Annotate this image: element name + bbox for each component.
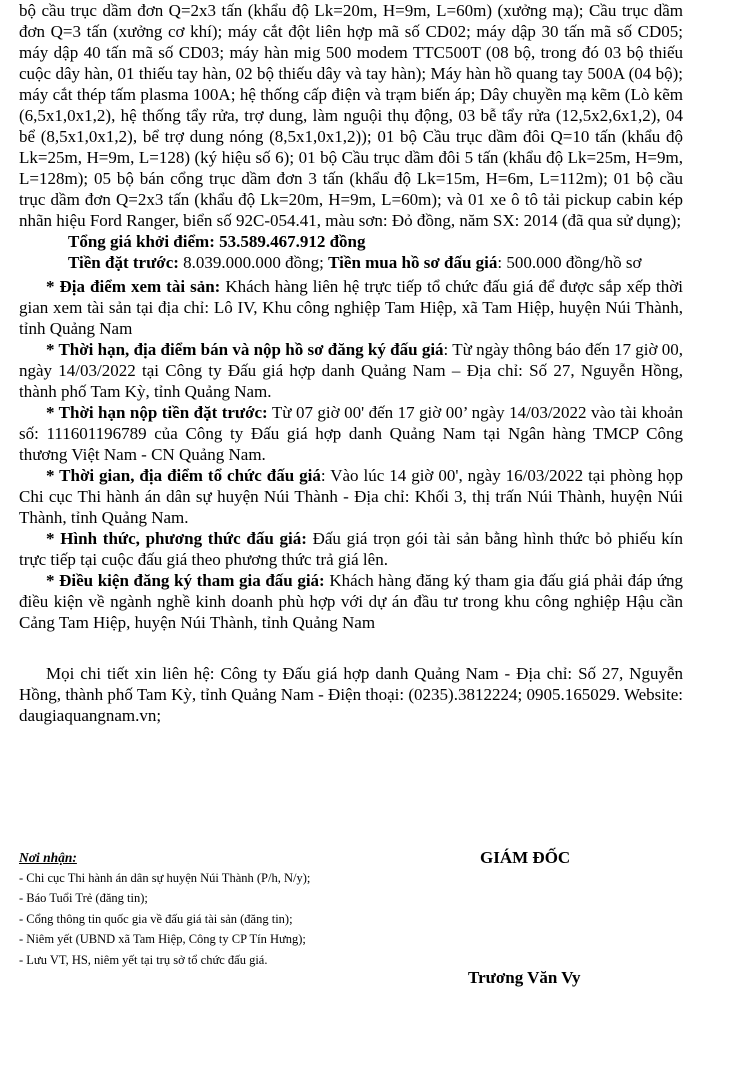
dossier-fee-value: : 500.000 đồng/hồ sơ <box>497 253 642 272</box>
contact-paragraph: Mọi chi tiết xin liên hệ: Công ty Đấu giá hợp danh Quảng Nam - Địa chỉ: Số 27, Nguyễn Hồng, thành phố Tam Kỳ, tỉnh Quảng Nam - Điện thoại: (0235).3812224; 0905.165029. Website: daugiaquangnam.vn; <box>19 664 683 725</box>
section-auction-method: * Hình thức, phương thức đấu giá: Đấu giá trọn gói tài sản bằng hình thức bỏ phiếu kín trực tiếp tại cuộc đấu giá theo phương thức trả giá lên. <box>19 529 683 569</box>
recipients-title: Nơi nhận: <box>19 850 77 865</box>
recipient-item: - Lưu VT, HS, niêm yết tại trụ sở tổ chức đấu giá. <box>19 952 268 967</box>
recipient-item: - Cổng thông tin quốc gia về đấu giá tài sản (đăng tin); <box>19 911 293 926</box>
deposit-line <box>19 252 683 273</box>
recipient-item: - Niêm yết (UBND xã Tam Hiệp, Công ty CP Tín Hưng); <box>19 932 306 947</box>
section-participation-conditions: * Điều kiện đăng ký tham gia đấu giá: Khách hàng đăng ký tham gia đấu giá phải đáp ứng điều kiện về ngành nghề kinh doanh phù hợp với dự án đầu tư trong khu công nghiệp Hậu cần Cảng Tam Hiệp, huyện Núi Thành, tỉnh Quảng Nam <box>19 571 683 632</box>
recipient-item: - Chi cục Thi hành án dân sự huyện Núi Thành (P/h, N/y); <box>19 871 311 885</box>
signer-name: Trương Văn Vy <box>468 968 581 987</box>
document-body <box>19 0 683 726</box>
section-deposit-deadline: * Thời hạn nộp tiền đặt trước: Từ 07 giờ 00' đến 17 giờ 00’ ngày 14/03/2022 vào tài khoản số: 111601196789 của Công ty Đấu giá hợp danh Quảng Nam tại Ngân hàng TMCP Công thương Việt Nam - CN Quảng Nam. <box>19 403 683 464</box>
deposit-label: Tiền đặt trước: <box>68 253 179 272</box>
signature-title: GIÁM ĐỐC <box>480 848 571 867</box>
assets-paragraph: bộ cầu trục dầm đơn Q=2x3 tấn (khẩu độ Lk=20m, H=9m, L=60m) (xưởng mạ); Cầu trục dầm đơn Q=3 tấn (xưởng cơ khí); máy cắt đột liên hợp mã số CD02; máy dập 30 tấn mã số CD05; máy dập 40 tấn mã số CD03; máy hàn mig 500 modem TTC500T (08 bộ, trong đó 03 bộ thiếu cuộc dây hàn, 01 thiếu tay hàn, 02 bộ thiếu dây và tay hàn); Máy hàn hồ quang tay 500A (04 bộ); máy cắt thép tấm plasma 100A; hệ thống cấp điện và trạm biến áp; Dây chuyền mạ kẽm (Lò kẽm (6,5x1,0x1,2), hệ thống tẩy rửa, trợ dung, làm nguội thụ động, 03 bễ tẩy rửa (12,5x2,6x1,2), 04 bể (8,5x1,0x1,2), bể trợ dung nóng (8,5x1,0x1,2)); 01 bộ Cầu trục dầm đôi Q=10 tấn (khẩu độ Lk=25m, H=9m, L=128) (ký hiệu số 6); 01 bộ Cầu trục dầm đôi 5 tấn (khẩu độ Lk=25m, H=9m, L=128m); 05 bộ bán cổng trục dầm đơn 3 tấn (khẩu độ Lk=15m, H=6m, L=112m); 01 bộ cầu trục dầm đơn Q=2x3 tấn (khẩu độ Lk=20m, H=9m, L=60m); và 01 xe ô tô tải pickup cabin kép nhãn hiệu Ford Ranger, biển số 92C-054.41, màu sơn: Đỏ đồng, năm SX: 2014 (đã qua sử dụng); <box>19 1 683 230</box>
recipients-block <box>19 848 439 970</box>
section-viewing-location: * Địa điểm xem tài sản: Khách hàng liên hệ trực tiếp tổ chức đấu giá để được sắp xếp thời gian xem tài sản tại địa chỉ: Lô IV, Khu công nghiệp Tam Hiệp, xã Tam Hiệp, huyện Núi Thành, tỉnh Quảng Nam <box>19 277 683 338</box>
section-auction-time-place: * Thời gian, địa điểm tổ chức đấu giá: Vào lúc 14 giờ 00', ngày 16/03/2022 tại phòng họp Chi cục Thi hành án dân sự huyện Núi Thành - Địa chỉ: Khối 3, thị trấn Núi Thành, huyện Núi Thành, tỉnh Quảng Nam. <box>19 466 683 527</box>
section-registration-deadline: * Thời hạn, địa điểm bán và nộp hồ sơ đăng ký đấu giá: Từ ngày thông báo đến 17 giờ 00, ngày 14/03/2022 tại Công ty Đấu giá hợp danh Quảng Nam – Địa chỉ: Số 27, Nguyễn Hồng, thành phố Tam Kỳ, tỉnh Quảng Nam. <box>19 340 683 401</box>
recipient-item: - Báo Tuổi Trẻ (đăng tin); <box>19 891 148 906</box>
deposit-value: 8.039.000.000 đồng; <box>178 253 329 272</box>
total-starting-price: Tổng giá khởi điểm: 53.589.467.912 đồng <box>68 232 366 251</box>
dossier-fee-label: Tiền mua hồ sơ đấu giá <box>328 253 498 272</box>
